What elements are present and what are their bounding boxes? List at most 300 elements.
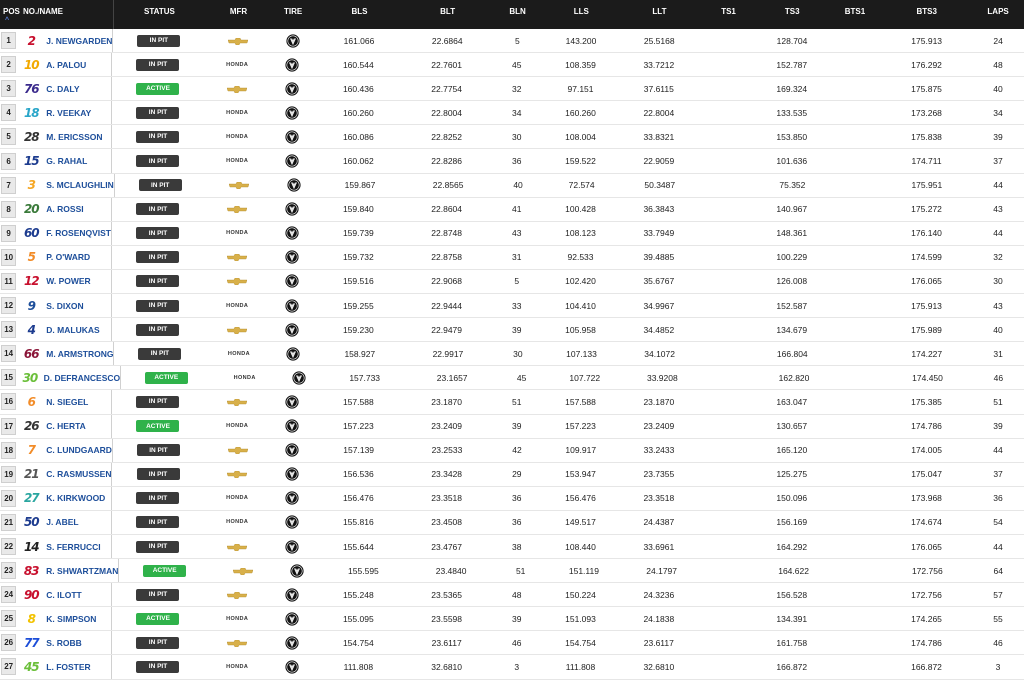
driver-cell[interactable]	[17, 366, 121, 389]
driver-cell[interactable]	[17, 53, 112, 76]
llt-value: 22.9059	[643, 156, 675, 167]
status-badge: IN PIT	[136, 131, 179, 143]
ts1-value	[701, 390, 756, 413]
manufacturer-cell	[204, 198, 271, 221]
driver-name-link[interactable]: N. SIEGEL	[46, 396, 89, 407]
status-cell	[112, 415, 203, 438]
driver-name-link[interactable]: J. NEWGARDEN	[46, 35, 113, 46]
bts1-value	[828, 583, 881, 606]
manufacturer-cell	[204, 29, 271, 52]
status-badge: IN PIT	[136, 300, 179, 312]
header-bts1[interactable]: BTS1	[844, 7, 866, 16]
car-number: 10	[23, 57, 39, 72]
ts3-value: 166.804	[776, 348, 808, 359]
chevrolet-logo-icon	[227, 206, 247, 212]
driver-name-link[interactable]: R. VEEKAY	[46, 107, 92, 118]
firestone-tire-icon	[287, 178, 301, 192]
table-row[interactable]	[0, 149, 1024, 173]
car-number: 76	[23, 81, 39, 96]
table-row[interactable]	[0, 101, 1024, 125]
tire-cell	[271, 631, 313, 654]
table-row[interactable]	[0, 318, 1024, 342]
laps-value: 40	[993, 83, 1003, 94]
bts3-value: 175.272	[911, 204, 942, 215]
laps-value: 31	[993, 348, 1003, 359]
bls-value: 155.816	[342, 517, 374, 528]
table-row[interactable]	[0, 439, 1024, 463]
bls-value: 111.808	[343, 661, 374, 672]
status-cell	[112, 294, 203, 317]
llt-value: 24.4387	[643, 517, 675, 528]
laps-value: 44	[993, 180, 1003, 191]
table-row[interactable]	[0, 390, 1024, 414]
table-row[interactable]	[0, 342, 1024, 366]
driver-name-link[interactable]: D. DEFRANCESCO	[43, 372, 121, 383]
driver-name-link[interactable]: C. HERTA	[46, 421, 86, 432]
ts1-value	[701, 222, 756, 245]
driver-cell[interactable]	[17, 294, 112, 317]
bts3-value: 174.005	[911, 445, 942, 456]
bln-value: 36	[512, 517, 522, 528]
driver-cell[interactable]	[17, 77, 112, 100]
chevrolet-logo-icon	[227, 278, 247, 284]
driver-cell[interactable]	[17, 559, 119, 582]
driver-name-link[interactable]: S. FERRUCCI	[46, 541, 101, 552]
firestone-tire-icon	[285, 515, 299, 529]
status-badge: IN PIT	[136, 637, 179, 649]
driver-cell[interactable]	[17, 583, 112, 606]
driver-cell[interactable]	[17, 270, 112, 293]
driver-cell[interactable]	[17, 463, 112, 486]
driver-name-link[interactable]: S. DIXON	[46, 300, 84, 311]
table-row[interactable]	[0, 198, 1024, 222]
driver-cell[interactable]	[17, 655, 112, 678]
header-bls[interactable]: BLS	[351, 7, 368, 16]
header-pos[interactable]: POS ^	[3, 7, 20, 24]
laps-value: 44	[993, 541, 1003, 552]
table-row[interactable]	[0, 511, 1024, 535]
blt-value: 32.6810	[431, 661, 463, 672]
status-badge: IN PIT	[137, 468, 180, 480]
position-number: 4	[1, 104, 16, 121]
lls-value: 97.151	[567, 83, 594, 94]
chevrolet-logo-icon	[227, 254, 247, 260]
header-ts1[interactable]: TS1	[721, 7, 736, 16]
table-row[interactable]	[0, 463, 1024, 487]
driver-name-link[interactable]: D. MALUKAS	[46, 324, 100, 335]
position-number: 6	[1, 153, 16, 170]
position-number: 10	[1, 249, 16, 266]
driver-cell[interactable]	[17, 342, 114, 365]
table-row[interactable]	[0, 631, 1024, 655]
bts3-value: 174.786	[911, 637, 942, 648]
tire-cell	[272, 29, 314, 52]
position-cell	[0, 174, 17, 197]
status-cell	[115, 174, 206, 197]
status-badge: ACTIVE	[143, 565, 186, 577]
firestone-tire-icon	[285, 226, 299, 240]
firestone-tire-icon	[285, 323, 299, 337]
chevrolet-logo-icon	[228, 38, 248, 44]
chevrolet-logo-icon	[227, 544, 247, 550]
bts3-value: 174.711	[911, 156, 942, 167]
bts3-value: 174.786	[911, 421, 942, 432]
bts3-value: 172.756	[911, 589, 942, 600]
sort-ascending-icon[interactable]: ^	[5, 17, 10, 24]
ts1-value	[701, 101, 756, 124]
driver-cell[interactable]	[17, 174, 115, 197]
bln-value: 30	[513, 348, 523, 359]
table-row[interactable]	[0, 222, 1024, 246]
llt-value: 36.3843	[643, 204, 675, 215]
manufacturer-cell	[204, 655, 271, 678]
status-badge: ACTIVE	[145, 372, 188, 384]
driver-name-link[interactable]: R. SHWARTZMAN	[46, 565, 119, 576]
driver-name-link[interactable]: J. ABEL	[46, 517, 79, 528]
header-ts3[interactable]: TS3	[784, 7, 800, 16]
position-cell	[0, 29, 17, 52]
lls-value: 157.223	[565, 421, 596, 432]
laps-value: 51	[993, 396, 1003, 407]
llt-value: 23.7355	[643, 469, 675, 480]
blt-value: 22.8286	[431, 156, 463, 167]
lls-value: 108.004	[565, 131, 596, 142]
honda-logo: HONDA	[226, 423, 249, 430]
bts3-value: 175.951	[911, 180, 943, 191]
ts1-value	[701, 439, 756, 462]
status-cell	[113, 439, 204, 462]
bts1-value	[828, 655, 881, 678]
blt-value: 22.8604	[431, 204, 463, 215]
bls-value: 159.867	[344, 180, 376, 191]
firestone-tire-icon	[285, 274, 299, 288]
llt-value: 24.1838	[643, 613, 675, 624]
position-number: 1	[1, 32, 16, 49]
manufacturer-cell	[204, 535, 271, 558]
bts1-value	[828, 198, 881, 221]
car-number: 3	[27, 178, 35, 193]
bts1-value	[828, 77, 881, 100]
blt-value: 23.1870	[431, 396, 463, 407]
blt-value: 22.9479	[431, 324, 463, 335]
position-number: 27	[1, 658, 16, 675]
manufacturer-cell	[211, 366, 278, 389]
table-body	[0, 29, 1024, 680]
header-name[interactable]: NO./NAME	[19, 0, 114, 29]
car-number: 60	[23, 226, 39, 241]
table-row[interactable]	[0, 655, 1024, 679]
table-row[interactable]	[0, 535, 1024, 559]
tire-cell	[271, 53, 313, 76]
driver-name-link[interactable]: L. FOSTER	[46, 661, 91, 672]
position-cell	[0, 655, 17, 678]
table-row[interactable]	[0, 125, 1024, 149]
driver-name-link[interactable]: C. ILOTT	[46, 589, 82, 600]
driver-name-link[interactable]: A. PALOU	[46, 59, 87, 70]
bln-value: 45	[512, 59, 522, 70]
car-number: 50	[23, 515, 39, 530]
bts1-value	[828, 511, 881, 534]
firestone-tire-icon	[285, 106, 299, 120]
manufacturer-cell	[204, 511, 271, 534]
manufacturer-cell	[204, 583, 271, 606]
header-llt[interactable]: LLT	[652, 7, 667, 16]
laps-value: 24	[993, 35, 1003, 46]
bls-value: 157.139	[343, 445, 375, 456]
bts3-value: 175.047	[911, 469, 942, 480]
driver-name-link[interactable]: A. ROSSI	[46, 204, 84, 215]
laps-value: 40	[993, 324, 1003, 335]
manufacturer-cell	[204, 246, 271, 269]
driver-name-link[interactable]: P. O'WARD	[46, 252, 91, 263]
laps-value: 44	[993, 228, 1003, 239]
blt-value: 23.1657	[436, 372, 468, 383]
manufacturer-cell	[204, 270, 271, 293]
laps-value: 43	[993, 204, 1003, 215]
bln-value: 42	[512, 445, 522, 456]
ts1-value	[701, 318, 756, 341]
header-status[interactable]: STATUS	[144, 7, 175, 16]
bts3-value: 174.674	[911, 517, 942, 528]
status-cell	[121, 366, 211, 389]
driver-name-link[interactable]: F. ROSENQVIST	[46, 228, 112, 239]
ts3-value: 161.758	[776, 637, 808, 648]
driver-name-link[interactable]: S. ROBB	[46, 637, 82, 648]
status-cell	[112, 607, 203, 630]
car-number: 18	[23, 105, 39, 120]
header-mfr[interactable]: MFR	[229, 7, 248, 16]
bln-value: 34	[512, 107, 522, 118]
llt-value: 33.7212	[643, 59, 675, 70]
lls-value: 107.722	[569, 372, 601, 383]
driver-name-link[interactable]: C. RASMUSSEN	[46, 469, 112, 480]
status-badge: ACTIVE	[136, 420, 179, 432]
llt-value: 50.3487	[644, 180, 676, 191]
ts3-value: 156.169	[776, 517, 808, 528]
lls-value: 156.476	[565, 493, 596, 504]
header-bln[interactable]: BLN	[509, 7, 526, 16]
tire-cell	[271, 101, 313, 124]
blt-value: 22.7601	[431, 59, 463, 70]
ts1-value	[701, 125, 756, 148]
lls-value: 92.533	[567, 252, 594, 263]
driver-name-link[interactable]: C. LUNDGAARD	[46, 445, 112, 456]
position-number: 20	[1, 490, 16, 507]
position-cell	[0, 511, 17, 534]
table-row[interactable]	[0, 487, 1024, 511]
driver-name-link[interactable]: K. SIMPSON	[46, 613, 97, 624]
lls-value: 111.808	[565, 661, 596, 672]
driver-cell[interactable]	[17, 318, 112, 341]
position-number: 8	[1, 201, 16, 218]
position-number: 3	[1, 80, 16, 97]
laps-value: 30	[993, 276, 1003, 287]
driver-cell[interactable]	[17, 631, 112, 654]
position-number: 21	[1, 514, 16, 531]
firestone-tire-icon	[285, 299, 299, 313]
ts3-value: 75.352	[779, 180, 806, 191]
position-cell	[0, 342, 17, 365]
driver-cell[interactable]	[17, 222, 112, 245]
table-row[interactable]	[0, 270, 1024, 294]
header-laps[interactable]: LAPS	[987, 7, 1009, 16]
chevrolet-logo-icon	[229, 182, 249, 188]
bts1-value	[828, 487, 881, 510]
driver-cell[interactable]	[17, 439, 113, 462]
driver-name-link[interactable]: K. KIRKWOOD	[46, 493, 106, 504]
tire-cell	[271, 125, 313, 148]
position-cell	[0, 463, 17, 486]
ts3-value: 153.850	[776, 131, 808, 142]
status-cell	[112, 318, 203, 341]
driver-cell[interactable]	[17, 246, 112, 269]
status-badge: IN PIT	[136, 275, 179, 287]
header-blt[interactable]: BLT	[440, 7, 456, 16]
driver-name-link[interactable]: G. RAHAL	[46, 156, 88, 167]
driver-cell[interactable]	[17, 607, 112, 630]
status-badge: ACTIVE	[136, 83, 179, 95]
firestone-tire-icon	[292, 371, 306, 385]
bln-value: 5	[514, 276, 520, 287]
bls-value: 160.260	[342, 107, 374, 118]
bts1-value	[828, 631, 881, 654]
status-badge: IN PIT	[136, 396, 179, 408]
bls-value: 158.927	[344, 348, 376, 359]
driver-cell[interactable]	[17, 535, 112, 558]
car-number: 7	[27, 443, 35, 458]
table-row[interactable]	[0, 53, 1024, 77]
header-bts3[interactable]: BTS3	[916, 7, 937, 16]
table-row[interactable]	[0, 559, 1024, 583]
car-number: 15	[23, 154, 39, 169]
position-cell	[0, 535, 17, 558]
llt-value: 34.1072	[644, 348, 675, 359]
bln-value: 46	[512, 637, 522, 648]
firestone-tire-icon	[285, 588, 299, 602]
table-row[interactable]	[0, 583, 1024, 607]
driver-cell[interactable]	[17, 487, 112, 510]
bln-value: 29	[512, 469, 522, 480]
driver-cell[interactable]	[17, 125, 112, 148]
llt-value: 33.9208	[646, 372, 678, 383]
car-number: 28	[23, 129, 39, 144]
position-number: 5	[1, 128, 16, 145]
table-row[interactable]	[0, 29, 1024, 53]
firestone-tire-icon	[285, 491, 299, 505]
bls-value: 159.732	[342, 252, 374, 263]
bln-value: 39	[512, 324, 522, 335]
honda-logo: HONDA	[233, 374, 256, 381]
bts1-value	[828, 390, 881, 413]
driver-name-link[interactable]: W. POWER	[46, 276, 91, 287]
driver-name-link[interactable]: M. ERICSSON	[46, 131, 103, 142]
driver-cell[interactable]	[17, 415, 112, 438]
firestone-tire-icon	[285, 612, 299, 626]
bts1-value	[828, 294, 881, 317]
table-row[interactable]	[0, 607, 1024, 631]
status-cell	[112, 149, 203, 172]
driver-name-link[interactable]: M. ARMSTRONG	[46, 348, 114, 359]
status-cell	[112, 77, 203, 100]
llt-value: 33.8321	[643, 131, 675, 142]
driver-cell[interactable]	[17, 149, 112, 172]
firestone-tire-icon	[285, 250, 299, 264]
header-tire[interactable]: TIRE	[283, 7, 303, 16]
firestone-tire-icon	[286, 347, 300, 361]
table-row[interactable]	[0, 77, 1024, 101]
driver-name-link[interactable]: C. DALY	[46, 83, 80, 94]
ts3-value: 164.622	[778, 565, 809, 576]
blt-value: 22.8565	[432, 180, 464, 191]
laps-value: 3	[995, 661, 1001, 672]
honda-logo: HONDA	[226, 230, 249, 237]
car-number: 66	[23, 346, 39, 361]
bts1-value	[828, 535, 881, 558]
status-badge: IN PIT	[136, 59, 179, 71]
table-row[interactable]	[0, 415, 1024, 439]
laps-value: 48	[993, 59, 1003, 70]
bts3-value: 174.450	[912, 372, 943, 383]
lls-value: 102.420	[565, 276, 596, 287]
position-cell	[0, 390, 17, 413]
chevrolet-logo-icon	[227, 471, 247, 477]
bls-value: 161.066	[343, 35, 375, 46]
driver-cell[interactable]	[17, 198, 112, 221]
position-cell	[0, 198, 17, 221]
position-number: 12	[1, 297, 16, 314]
status-badge: IN PIT	[138, 348, 181, 360]
ts3-value: 152.787	[776, 59, 808, 70]
laps-value: 44	[993, 445, 1003, 456]
status-cell	[112, 655, 203, 678]
ts1-value	[701, 511, 756, 534]
bts3-value: 174.599	[911, 252, 942, 263]
driver-cell[interactable]	[17, 511, 112, 534]
car-number: 9	[27, 298, 35, 313]
lls-value: 107.133	[566, 348, 597, 359]
chevrolet-logo-icon	[227, 327, 247, 333]
tire-cell	[273, 174, 315, 197]
driver-cell[interactable]	[17, 29, 113, 52]
table-row[interactable]	[0, 246, 1024, 270]
honda-logo: HONDA	[226, 495, 249, 502]
table-row[interactable]	[0, 174, 1024, 198]
driver-cell[interactable]	[17, 390, 112, 413]
bls-value: 155.644	[342, 541, 374, 552]
laps-value: 39	[993, 421, 1003, 432]
blt-value: 23.4508	[431, 517, 463, 528]
lls-value: 150.224	[565, 589, 596, 600]
driver-name-link[interactable]: S. MCLAUGHLIN	[46, 180, 114, 191]
llt-value: 23.1870	[643, 396, 675, 407]
header-lls[interactable]: LLS	[573, 7, 589, 16]
laps-value: 37	[993, 469, 1003, 480]
position-cell	[0, 439, 17, 462]
laps-value: 32	[993, 252, 1003, 263]
ts3-value: 100.229	[776, 252, 808, 263]
car-number: 27	[23, 491, 39, 506]
honda-logo: HONDA	[226, 519, 249, 526]
position-cell	[0, 101, 17, 124]
driver-cell[interactable]	[17, 101, 112, 124]
table-row[interactable]	[0, 366, 1024, 390]
laps-value: 46	[993, 637, 1003, 648]
position-cell	[0, 415, 17, 438]
car-number: 14	[23, 539, 39, 554]
manufacturer-cell	[204, 77, 271, 100]
table-row[interactable]	[0, 294, 1024, 318]
bln-value: 30	[512, 131, 522, 142]
